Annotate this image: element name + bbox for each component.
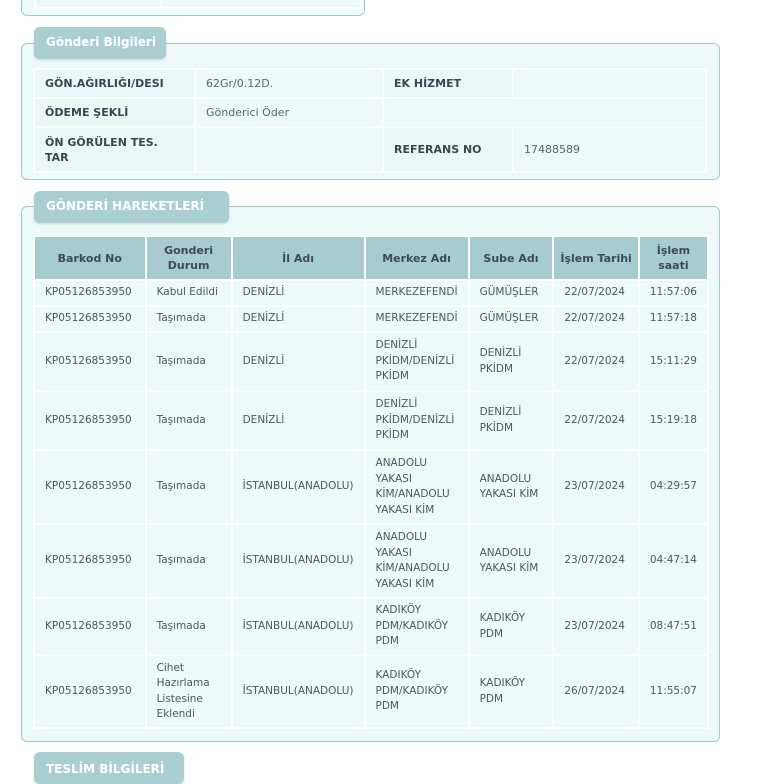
- ek-hizmet-value: [514, 70, 705, 97]
- saat-cell: 11:55:07: [640, 656, 707, 727]
- tarih-cell: 22/07/2024: [554, 281, 637, 305]
- barkod-cell: KP05126853950: [35, 392, 145, 449]
- barkod-cell: KP05126853950: [35, 307, 145, 331]
- sube-cell: KADIKÖY PDM: [470, 599, 553, 654]
- table-row: [35, 525, 707, 597]
- reference-label: REFERANS NO: [384, 128, 512, 171]
- gonderi-hareketleri-tab: GÖNDERİ HAREKETLERİ: [34, 191, 229, 223]
- col-durum: Gonderi Durum: [147, 237, 231, 279]
- table-row: [35, 307, 707, 331]
- barkod-cell: KP05126853950: [35, 281, 145, 305]
- saat-cell: 15:19:18: [640, 392, 707, 449]
- tarih-cell: 23/07/2024: [554, 525, 637, 597]
- sube-cell: GÜMÜŞLER: [470, 307, 553, 331]
- merkez-cell: DENİZLİ PKİDM/DENİZLİ PKİDM: [366, 333, 468, 390]
- previous-section-cell: [162, 0, 360, 7]
- durum-cell: Taşımada: [147, 599, 231, 654]
- previous-section-panel: [21, 0, 365, 16]
- gonderi-bilgileri-panel: [21, 43, 720, 180]
- saat-cell: 04:47:14: [640, 525, 707, 597]
- table-row: [35, 451, 707, 523]
- reference-value: 17488589: [514, 128, 705, 171]
- col-sube: Sube Adı: [470, 237, 553, 279]
- merkez-cell: MERKEZEFENDİ: [366, 307, 468, 331]
- il-cell: İSTANBUL(ANADOLU): [233, 656, 364, 727]
- teslim-bilgileri-tab: TESLİM BİLGİLERİ: [34, 752, 184, 784]
- merkez-cell: DENİZLİ PKİDM/DENİZLİ PKİDM: [366, 392, 468, 449]
- durum-cell: Taşımada: [147, 392, 231, 449]
- tarih-cell: 26/07/2024: [554, 656, 637, 727]
- ek-hizmet-label: EK HİZMET: [384, 70, 512, 97]
- tarih-cell: 23/07/2024: [554, 451, 637, 523]
- table-row: [35, 333, 707, 390]
- col-il: İl Adı: [233, 237, 364, 279]
- payment-value: Gönderici Öder: [196, 99, 382, 126]
- il-cell: DENİZLİ: [233, 333, 364, 390]
- merkez-cell: KADIKÖY PDM/KADIKÖY PDM: [366, 599, 468, 654]
- sube-cell: DENİZLİ PKİDM: [470, 392, 553, 449]
- il-cell: DENİZLİ: [233, 307, 364, 331]
- il-cell: İSTANBUL(ANADOLU): [233, 525, 364, 597]
- barkod-cell: KP05126853950: [35, 656, 145, 727]
- expected-delivery-label: ÖN GÖRÜLEN TES. TAR: [35, 128, 194, 171]
- merkez-cell: ANADOLU YAKASI KİM/ANADOLU YAKASI KİM: [366, 525, 468, 597]
- col-saat: İşlem saati: [640, 237, 707, 279]
- durum-cell: Cihet Hazırlama Listesine Eklendi: [147, 656, 231, 727]
- barkod-cell: KP05126853950: [35, 333, 145, 390]
- table-row: [35, 281, 707, 305]
- table-row: [35, 599, 707, 654]
- merkez-cell: ANADOLU YAKASI KİM/ANADOLU YAKASI KİM: [366, 451, 468, 523]
- sube-cell: DENİZLİ PKİDM: [470, 333, 553, 390]
- weight-value: 62Gr/0.12D.: [196, 70, 382, 97]
- tarih-cell: 23/07/2024: [554, 599, 637, 654]
- saat-cell: 08:47:51: [640, 599, 707, 654]
- sube-cell: KADIKÖY PDM: [470, 656, 553, 727]
- weight-label: GÖN.AĞIRLIĞI/DESI: [35, 70, 194, 97]
- durum-cell: Taşımada: [147, 333, 231, 390]
- tarih-cell: 22/07/2024: [554, 392, 637, 449]
- barkod-cell: KP05126853950: [35, 525, 145, 597]
- table-row: [35, 392, 707, 449]
- gonderi-bilgileri-tab: Gönderi Bilgileri: [34, 27, 166, 59]
- saat-cell: 11:57:06: [640, 281, 707, 305]
- il-cell: DENİZLİ: [233, 281, 364, 305]
- saat-cell: 15:11:29: [640, 333, 707, 390]
- durum-cell: Taşımada: [147, 525, 231, 597]
- tarih-cell: 22/07/2024: [554, 307, 637, 331]
- barkod-cell: KP05126853950: [35, 451, 145, 523]
- col-merkez: Merkez Adı: [366, 237, 468, 279]
- il-cell: İSTANBUL(ANADOLU): [233, 451, 364, 523]
- table-row: [35, 656, 707, 727]
- expected-delivery-value: [196, 128, 382, 171]
- payment-label: ÖDEME ŞEKLİ: [35, 99, 194, 126]
- merkez-cell: MERKEZEFENDİ: [366, 281, 468, 305]
- il-cell: İSTANBUL(ANADOLU): [233, 599, 364, 654]
- saat-cell: 04:29:57: [640, 451, 707, 523]
- durum-cell: Taşımada: [147, 451, 231, 523]
- durum-cell: Taşımada: [147, 307, 231, 331]
- tarih-cell: 22/07/2024: [554, 333, 637, 390]
- sube-cell: ANADOLU YAKASI KİM: [470, 525, 553, 597]
- col-tarih: İşlem Tarihi: [554, 237, 637, 279]
- durum-cell: Kabul Edildi: [147, 281, 231, 305]
- hareketler-header-row: [35, 237, 707, 279]
- hareketler-table: [33, 235, 709, 729]
- barkod-cell: KP05126853950: [35, 599, 145, 654]
- sube-cell: GÜMÜŞLER: [470, 281, 553, 305]
- gonderi-bilgileri-table: [33, 68, 707, 173]
- il-cell: DENİZLİ: [233, 392, 364, 449]
- previous-section-table: [34, 0, 362, 9]
- merkez-cell: KADIKÖY PDM/KADIKÖY PDM: [366, 656, 468, 727]
- payment-empty-cell: [384, 99, 705, 126]
- sube-cell: ANADOLU YAKASI KİM: [470, 451, 553, 523]
- col-barkod: Barkod No: [35, 237, 145, 279]
- saat-cell: 11:57:18: [640, 307, 707, 331]
- previous-section-cell: [36, 0, 160, 7]
- gonderi-hareketleri-panel: [21, 206, 720, 742]
